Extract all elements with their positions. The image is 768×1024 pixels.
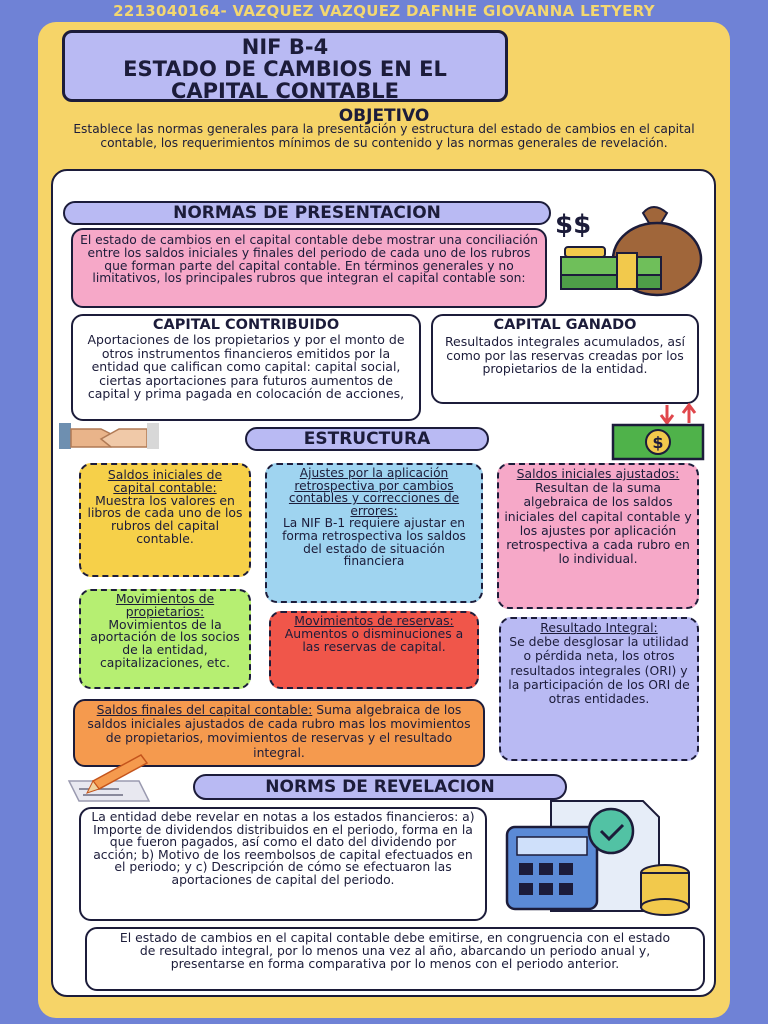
- page-title: [62, 30, 508, 102]
- content-panel: [51, 169, 716, 997]
- revelacion-heading: NORMS DE REVELACION: [193, 774, 567, 800]
- movimientos-propietarios-box: [79, 589, 251, 689]
- pencil-document-icon: [63, 751, 163, 807]
- saldos-ajustados-box: [497, 463, 699, 609]
- estructura-heading: ESTRUCTURA: [245, 427, 489, 451]
- movimientos-propietarios-text: Movimientos de la aportación de los socios de la entidad, capitalizaciones, etc.: [90, 616, 240, 670]
- calculator-coins-icon: [501, 797, 697, 917]
- resultado-integral-title: Resultado Integral:: [540, 620, 658, 635]
- presentacion-intro: El estado de cambios en el capital contable debe mostrar una conciliación entre los saldos iniciales y finales del periodo de cada uno de los rubros que forman parte del capital contable. En términos generales y no limitativos, los principales rubros que integran el capital contable son:: [71, 228, 547, 308]
- resultado-integral-text: Se debe desglosar la utilidad o pérdida neta, los otros resultados integrales (ORI) y la participación de los ORI de otras entidades.: [508, 634, 690, 707]
- saldos-iniciales-title: Saldos iniciales de capital contable:: [107, 467, 223, 495]
- ajustes-title: Ajustes por la aplicación retrospectiva por cambios contables y correcciones de errores:: [288, 466, 460, 518]
- movimientos-propietarios-title: Movimientos de propietarios:: [115, 591, 215, 619]
- capital-ganado-text: Resultados integrales acumulados, así como por las reservas creadas por los propietarios de la entidad.: [444, 334, 686, 377]
- objetivo-text: Establece las normas generales para la presentación y estructura del estado de cambios en el capital contable, los requerimientos mínimos de su contenido y las normas generales de revelación.: [73, 122, 695, 150]
- dollar-signs: $$: [555, 210, 592, 240]
- money-bag-icon: [551, 195, 711, 305]
- saldos-ajustados-text: Resultan de la suma algebraica de los saldos iniciales del capital contable y los ajustes por aplicación retrospectiva a cada rubro en lo individual.: [504, 480, 692, 567]
- resultado-integral-box: [499, 617, 699, 761]
- title-line-1: NIF B-4: [241, 35, 329, 59]
- ajustes-box: [265, 463, 483, 603]
- movimientos-reservas-title: Movimientos de reservas:: [294, 613, 454, 628]
- saldos-finales-text: Suma algebraica de los saldos iniciales ajustados de cada rubro mas los movimientos de propietarios, movimientos de reservas y el resultado integral.: [87, 702, 471, 760]
- saldos-iniciales-box: [79, 463, 251, 577]
- saldos-finales-title: Saldos finales del capital contable:: [96, 702, 313, 717]
- revelacion-text: La entidad debe revelar en notas a los estados financieros: a) Importe de dividendos distribuidos en el periodo, forma en la que fueron pagados, así como el dato del dividendo por acción; b) Motivo de los reembolsos de capital efectuados en el periodo; y c) Descripción de cómo se efectuaron las aportaciones de capital del periodo.: [79, 807, 487, 921]
- title-line-2: ESTADO DE CAMBIOS EN EL: [123, 57, 447, 81]
- handshake-icon: [59, 417, 159, 461]
- saldos-ajustados-title: Saldos iniciales ajustados:: [516, 466, 680, 481]
- capital-contribuido-title: CAPITAL CONTRIBUIDO: [152, 317, 340, 333]
- conclusion-text: El estado de cambios en el capital contable debe emitirse, en congruencia con el estado de resultado integral, por lo menos una vez al año, abarcando un periodo anual y, presentarse en forma comparativa por lo menos con el periodo anterior.: [85, 927, 705, 991]
- objetivo-heading: OBJETIVO: [338, 106, 430, 126]
- cash-dollar-glyph: $: [652, 433, 664, 452]
- capital-contribuido-box: [71, 314, 421, 421]
- capital-contribuido-text: Aportaciones de los propietarios y por el monto de otros instrumentos financieros emitidos por la entidad que califican como capital: capital social, ciertas aportaciones para futuros aumentos de capital y prima pagada en colocación de acciones,: [87, 332, 405, 402]
- saldos-iniciales-text: Muestra los valores en libros de cada uno de los rubros del capital contable.: [87, 492, 243, 546]
- movimientos-reservas-box: [269, 611, 479, 689]
- movimientos-reservas-text: Aumentos o disminuciones a las reservas de capital.: [284, 625, 464, 654]
- capital-ganado-box: [431, 314, 699, 404]
- title-line-3: CAPITAL CONTABLE: [170, 79, 400, 103]
- ajustes-text: La NIF B-1 requiere ajustar en forma retrospectiva los saldos del estado de situación financiera: [282, 516, 466, 569]
- cash-exchange-icon: [609, 403, 709, 463]
- infographic-page: [38, 22, 730, 1018]
- student-header: 2213040164- VAZQUEZ VAZQUEZ DAFNHE GIOVANNA LETYERY: [113, 2, 655, 20]
- presentacion-heading: NORMAS DE PRESENTACION: [63, 201, 551, 225]
- capital-ganado-title: CAPITAL GANADO: [493, 317, 637, 333]
